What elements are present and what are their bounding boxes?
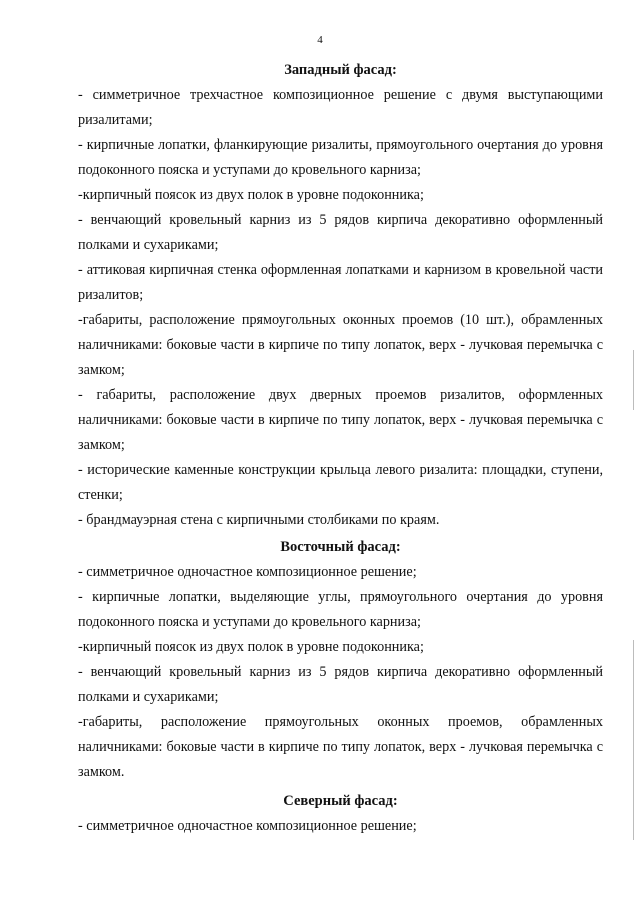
section-heading-east: Восточный фасад: <box>280 539 401 555</box>
list-item: - исторические каменные конструкции крыльца левого ризалита: площадки, ступени, стенки; <box>78 462 603 503</box>
list-item: - симметричное трехчастное композиционное решение с двумя выступающими ризалитами; <box>78 87 603 128</box>
list-item: -габариты, расположение прямоугольных оконных проемов, обрамленных наличниками: боковые части в кирпиче по типу лопаток, верх - лучковая перемычка с замком. <box>78 714 603 780</box>
scan-edge-mark <box>633 350 634 410</box>
page-number: 4 <box>317 34 323 46</box>
list-item: - габариты, расположение двух дверных проемов ризалитов, оформленных наличниками: боковые части в кирпиче по типу лопаток, верх - лучковая перемычка с замком; <box>78 387 603 453</box>
list-item: - симметричное одночастное композиционное решение; <box>78 818 417 834</box>
section-heading-west: Западный фасад: <box>284 62 397 78</box>
list-item: -кирпичный поясок из двух полок в уровне подоконника; <box>78 187 424 203</box>
list-item: - венчающий кровельный карниз из 5 рядов кирпича декоративно оформленный полками и сухариками; <box>78 664 603 705</box>
list-item: - симметричное одночастное композиционное решение; <box>78 564 417 580</box>
list-item: -габариты, расположение прямоугольных оконных проемов (10 шт.), обрамленных наличниками: боковые части в кирпиче по типу лопаток, верх - лучковая перемычка с замком; <box>78 312 603 378</box>
scan-edge-mark <box>633 640 634 840</box>
list-item: - аттиковая кирпичная стенка оформленная лопатками и карнизом в кровельной части ризалитов; <box>78 262 603 303</box>
list-item: -кирпичный поясок из двух полок в уровне подоконника; <box>78 639 424 655</box>
list-item: - брандмауэрная стена с кирпичными столбиками по краям. <box>78 512 440 528</box>
document-body <box>78 58 603 839</box>
list-item: - кирпичные лопатки, фланкирующие ризалиты, прямоугольного очертания до уровня подоконного пояска и уступами до кровельного карниза; <box>78 137 603 178</box>
list-item: - кирпичные лопатки, выделяющие углы, прямоугольного очертания до уровня подоконного пояска и уступами до кровельного карниза; <box>78 589 603 630</box>
list-item: - венчающий кровельный карниз из 5 рядов кирпича декоративно оформленный полками и сухариками; <box>78 212 603 253</box>
section-heading-north: Северный фасад: <box>283 793 398 809</box>
